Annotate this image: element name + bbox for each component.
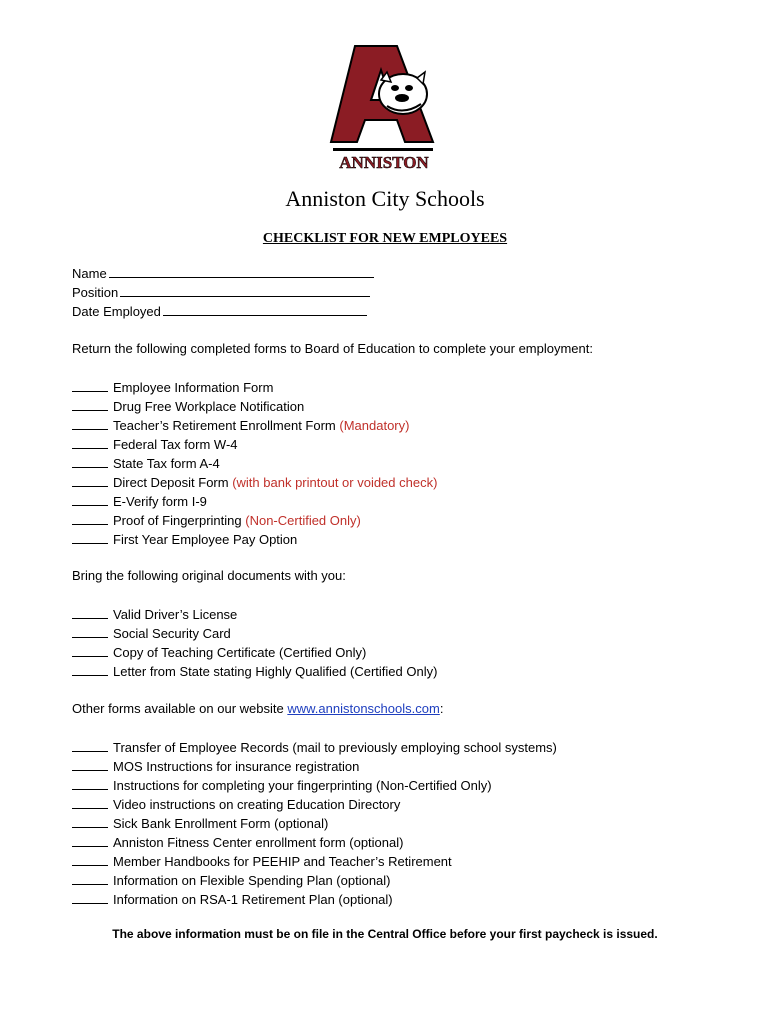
- footer-note: The above information must be on file in the Central Office before your first paycheck is issued.: [112, 927, 658, 941]
- anniston-logo: [325, 42, 443, 174]
- deposit-note: (with bank printout or voided check): [232, 475, 438, 490]
- name-label: Name: [72, 266, 107, 281]
- checklist-item[interactable]: E-Verify form I-9: [72, 493, 207, 510]
- page-title: Anniston City Schools: [285, 186, 485, 211]
- mandatory-note: (Mandatory): [339, 418, 410, 433]
- date-employed-field[interactable]: [72, 303, 367, 320]
- checklist-item[interactable]: Proof of Fingerprinting (Non-Certified Only): [72, 512, 361, 529]
- position-field[interactable]: [72, 284, 370, 301]
- fingerprint-note: (Non-Certified Only): [245, 513, 361, 528]
- other-form-item[interactable]: Transfer of Employee Records (mail to previously employing school systems): [72, 739, 557, 756]
- website-link[interactable]: www.annistonschools.com: [287, 701, 440, 716]
- checklist-item[interactable]: Teacher’s Retirement Enrollment Form (Mandatory): [72, 417, 409, 434]
- bring-intro: Bring the following original documents with you:: [72, 568, 346, 583]
- document-item[interactable]: Letter from State stating Highly Qualified (Certified Only): [72, 663, 437, 680]
- checklist-item[interactable]: Federal Tax form W-4: [72, 436, 238, 453]
- name-field[interactable]: [72, 265, 374, 282]
- other-form-item[interactable]: Information on RSA-1 Retirement Plan (optional): [72, 891, 393, 908]
- checklist-item[interactable]: First Year Employee Pay Option: [72, 531, 297, 548]
- checklist-item[interactable]: Direct Deposit Form (with bank printout or voided check): [72, 474, 437, 491]
- document-item[interactable]: Copy of Teaching Certificate (Certified Only): [72, 644, 366, 661]
- checklist-item[interactable]: Employee Information Form: [72, 379, 273, 396]
- other-form-item[interactable]: Sick Bank Enrollment Form (optional): [72, 815, 328, 832]
- document-item[interactable]: Social Security Card: [72, 625, 231, 642]
- date-employed-label: Date Employed: [72, 304, 161, 319]
- return-intro: Return the following completed forms to Board of Education to complete your employment:: [72, 341, 593, 356]
- position-label: Position: [72, 285, 119, 300]
- other-form-item[interactable]: Instructions for completing your fingerprinting (Non-Certified Only): [72, 777, 492, 794]
- other-form-item[interactable]: MOS Instructions for insurance registration: [72, 758, 359, 775]
- other-form-item[interactable]: Anniston Fitness Center enrollment form (optional): [72, 834, 403, 851]
- checklist-item[interactable]: State Tax form A-4: [72, 455, 220, 472]
- other-intro: Other forms available on our website www.annistonschools.com:: [72, 701, 444, 716]
- logo-wordmark: ANNISTON: [339, 153, 429, 172]
- document-item[interactable]: Valid Driver’s License: [72, 606, 237, 623]
- checklist-item[interactable]: Drug Free Workplace Notification: [72, 398, 304, 415]
- other-form-item[interactable]: Member Handbooks for PEEHIP and Teacher’s Retirement: [72, 853, 452, 870]
- page-subtitle: CHECKLIST FOR NEW EMPLOYEES: [262, 231, 508, 246]
- other-form-item[interactable]: Video instructions on creating Education Directory: [72, 796, 400, 813]
- other-form-item[interactable]: Information on Flexible Spending Plan (optional): [72, 872, 391, 889]
